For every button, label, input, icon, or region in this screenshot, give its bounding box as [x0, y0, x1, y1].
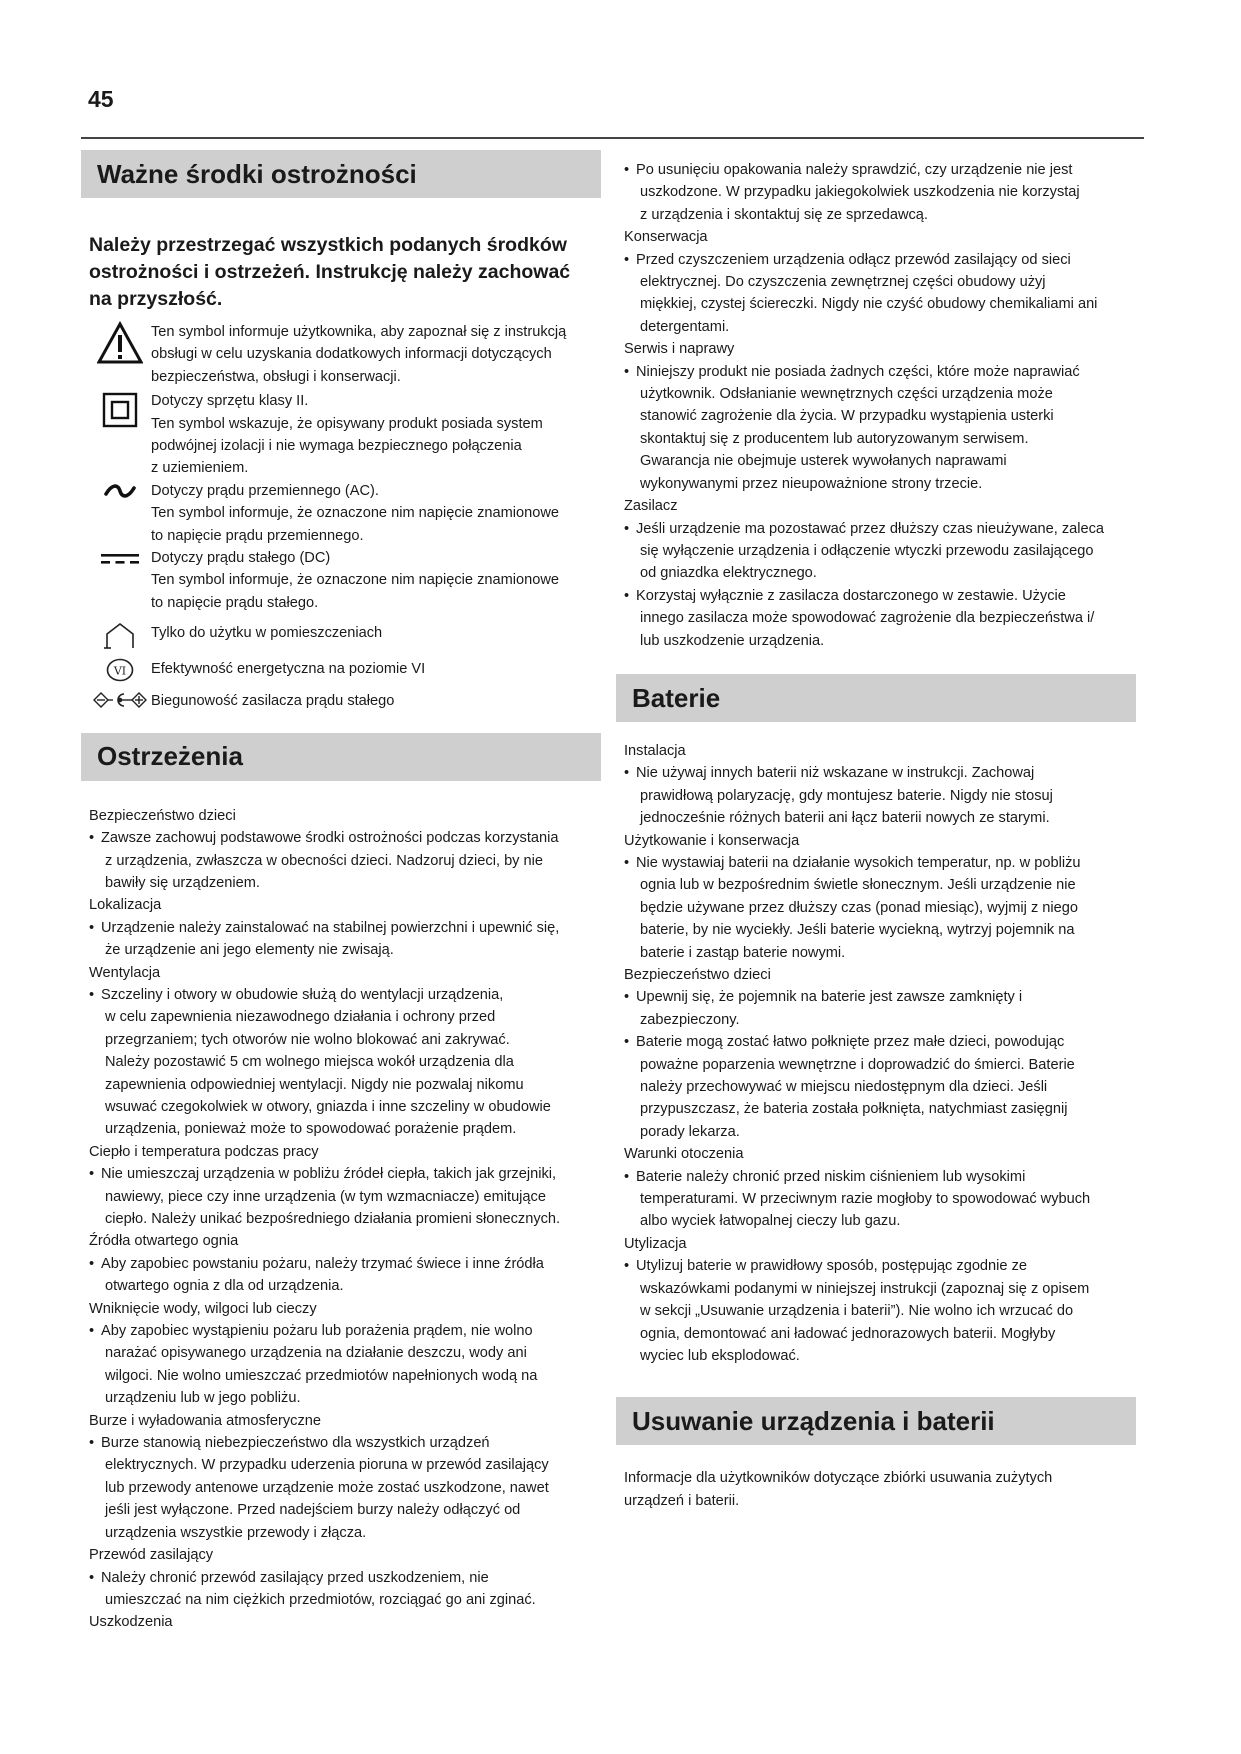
bullet-dot: •	[624, 765, 630, 782]
bullet-text: Nie używaj innych baterii niż wskazane w instrukcji. Zachowaj prawidłową polaryzację, gdy montujesz baterie. Nigdy nie stosuj jednocześnie różnych baterii ani łącz baterii nowych ze starymi.	[636, 765, 1053, 827]
bullet-text: Upewnij się, że pojemnik na baterie jest zawsze zamknięty i zabezpieczony.	[636, 989, 1023, 1028]
symbol-row-class-ii	[89, 390, 601, 480]
bullet-text: Jeśli urządzenie ma pozostawać przez dłuższy czas nieużywane, zaleca się wyłączenie urządzenia i odłączenie wtyczki przewodu zasilającego od gniazdka elektrycznego.	[636, 520, 1105, 582]
right-column	[616, 159, 1136, 1512]
subsection-heading: Zasilacz	[624, 498, 678, 515]
bullet-dot: •	[624, 587, 630, 604]
bullet-dot: •	[624, 1168, 630, 1185]
subsection-heading: Utylizacja	[624, 1235, 687, 1252]
bullet-dot: •	[89, 1435, 95, 1452]
bullet-dot: •	[624, 251, 630, 268]
symbol-description: Ten symbol informuje użytkownika, aby zapoznał się z instrukcją obsługi w celu uzyskania dodatkowych informacji dotyczących bezpieczeństwa, obsługi i konserwacji.	[151, 324, 567, 385]
bullet-item	[89, 827, 601, 894]
subsection-heading: Uszkodzenia	[89, 1614, 173, 1631]
subsection-heading: Użytkowanie i konserwacja	[624, 832, 800, 849]
bullet-item	[624, 518, 1136, 585]
bullet-item	[624, 762, 1136, 829]
warning-triangle-icon	[89, 321, 151, 365]
bullet-text: Nie umieszczaj urządzenia w pobliżu źródeł ciepła, takich jak grzejniki, nawiewy, piece czy inne urządzenia (w tym wzmacniacze) emitujące ciepło. Należy unikać bezpośredniego działania promieni słonecznych.	[101, 1166, 561, 1227]
bullet-dot: •	[624, 363, 630, 380]
subsection-heading: Bezpieczeństwo dzieci	[89, 807, 236, 824]
bullet-text: Zawsze zachowuj podstawowe środki ostrożności podczas korzystania z urządzenia, zwłaszcza w obecności dzieci. Nadzoruj dzieci, by nie bawiły się urządzeniem.	[101, 830, 559, 891]
bullet-dot: •	[89, 1323, 95, 1340]
bullet-text: Niniejszy produkt nie posiada żadnych części, które może naprawiać użytkownik. Odsłanianie wewnętrznych części urządzenia może stanowić zagrożenie dla życia. W przypadku wystąpienia usterki skontaktuj się z producentem lub autoryzowanym serwisem. Gwarancja nie obejmuje usterek wywołanych naprawami wykonywanymi przez nieupoważnione strony trzecie.	[636, 363, 1080, 492]
bullet-dot: •	[624, 162, 630, 178]
bullet-dot: •	[624, 989, 630, 1006]
section-title-disposal: Usuwanie urządzenia i baterii	[616, 1397, 1136, 1445]
symbol-description: Efektywność energetyczna na poziomie VI	[151, 661, 426, 678]
symbol-description: Dotyczy sprzętu klasy II. Ten symbol wskazuje, że opisywany produkt posiada system podwójnej izolacji i nie wymaga bezpiecznego połączenia z uziemieniem.	[151, 393, 543, 477]
section-title-warnings: Ostrzeżenia	[81, 733, 601, 781]
dc-symbol-icon	[89, 547, 151, 569]
subsection-heading: Źródła otwartego ognia	[89, 1233, 239, 1250]
subsection-heading: Przewód zasilający	[89, 1547, 214, 1564]
subsection-heading: Konserwacja	[624, 229, 708, 246]
symbol-description: Dotyczy prądu przemiennego (AC). Ten symbol informuje, że oznaczone nim napięcie znamionowe to napięcie prądu przemiennego.	[151, 482, 560, 544]
bullet-item	[89, 1432, 601, 1544]
bullet-text: Aby zapobiec powstaniu pożaru, należy trzymać świece i inne źródła otwartego ognia z dla od urządzenia.	[101, 1255, 544, 1295]
symbol-row-indoor	[89, 622, 601, 650]
symbol-description: Dotyczy prądu stałego (DC) Ten symbol informuje, że oznaczone nim napięcie znamionowe to napięcie prądu stałego.	[151, 550, 560, 611]
section-title-batteries: Baterie	[616, 674, 1136, 722]
page-number: 45	[88, 86, 114, 112]
bullet-item	[624, 1031, 1136, 1143]
bullet-item	[624, 585, 1136, 652]
bullet-text: Po usunięciu opakowania należy sprawdzić, czy urządzenie nie jest uszkodzone. W przypadku jakiegokolwiek uszkodzenia nie korzystaj z urządzenia i skontaktuj się ze sprzedawcą.	[636, 162, 1080, 223]
bullet-dot: •	[89, 1255, 95, 1272]
symbol-row-dc	[89, 547, 601, 614]
symbol-row-warning	[89, 321, 601, 388]
subsection-heading: Wniknięcie wody, wilgoci lub cieczy	[89, 1300, 317, 1317]
intro-text: Należy przestrzegać wszystkich podanych środków ostrożności i ostrzeżeń. Instrukcję należy zachować na przyszłość.	[89, 234, 571, 310]
batteries-list	[616, 740, 1136, 1367]
subsection-heading: Ciepło i temperatura podczas pracy	[89, 1143, 319, 1160]
bullet-dot: •	[624, 520, 630, 537]
left-column	[81, 150, 601, 1634]
bullet-text: Burze stanowią niebezpieczeństwo dla wszystkich urządzeń elektrycznych. W przypadku uderzenia pioruna w przewód zasilający lub przewody antenowe urządzenie może zostać uszkodzone, nawet jeśli jest wyłączone. Przed nadejściem burzy należy odłączyć od urządzenia wszystkie przewody i złącza.	[101, 1435, 549, 1541]
bullet-text: Baterie należy chronić przed niskim ciśnieniem lub wysokimi temperaturami. W przeciwnym razie mogłoby to spowodować wybuch albo wyciek łatwopalnej cieczy lub gazu.	[636, 1168, 1091, 1230]
top-rule	[81, 137, 1144, 139]
polarity-icon	[89, 690, 151, 710]
bullet-text: Należy chronić przewód zasilający przed uszkodzeniem, nie umieszczać na nim ciężkich przedmiotów, rozciągać go ani zginać.	[101, 1569, 536, 1608]
bullet-dot: •	[89, 919, 95, 936]
bullet-dot: •	[624, 1034, 630, 1051]
warnings-list	[81, 805, 601, 1634]
symbol-row-energy	[89, 658, 601, 682]
bullet-dot: •	[89, 986, 95, 1003]
subsection-heading: Warunki otoczenia	[624, 1146, 744, 1163]
bullet-dot: •	[89, 1166, 95, 1183]
bullet-text: Utylizuj baterie w prawidłowy sposób, postępując zgodnie ze wskazówkami podanymi w niniejszej instrukcji (zapoznaj się z opisem w sekcji „Usuwanie urządzenia i baterii”). Nie wolno ich wrzucać do ognia, demontować ani ładować jednorazowych baterii. Mogłyby wyciec lub eksplodować.	[636, 1258, 1090, 1364]
symbol-row-polarity	[89, 690, 601, 712]
bullet-item	[624, 159, 1136, 226]
bullet-dot: •	[624, 854, 630, 871]
symbol-description: Biegunowość zasilacza prądu stałego	[151, 693, 395, 710]
bullet-item	[624, 986, 1136, 1031]
right-groups-list	[616, 159, 1136, 652]
bullet-dot: •	[624, 1258, 630, 1275]
bullet-text: Szczeliny i otwory w obudowie służą do wentylacji urządzenia, w celu zapewnienia niezawodnego działania i ochrony przed przegrzaniem; tych otworów nie wolno blokować ani zakrywać. Należy pozostawić 5 cm wolnego miejsca wokół urządzenia dla zapewnienia odpowiedniej wentylacji. Nigdy nie pozwalaj nikomu wsuwać czegokolwiek w otwory, gniazda i inne szczeliny w obudowie urządzenia, ponieważ może to spowodować porażenie prądem.	[101, 986, 551, 1138]
subsection-heading: Serwis i naprawy	[624, 341, 735, 358]
section-title-precautions: Ważne środki ostrożności	[81, 150, 601, 198]
bullet-dot: •	[89, 830, 95, 847]
bullet-item	[89, 1567, 601, 1612]
subsection-heading: Bezpieczeństwo dzieci	[624, 967, 771, 983]
bullet-text: Baterie mogą zostać łatwo połknięte przez małe dzieci, powodując poważne poparzenia wewnętrzne i doprowadzić do śmierci. Baterie należy przechowywać w miejscu niedostępnym dla dzieci. Jeśli przypuszczasz, że bateria została połknięta, natychmiast zasięgnij porady lekarza.	[636, 1034, 1075, 1140]
bullet-item	[624, 249, 1136, 339]
bullet-item	[624, 852, 1136, 964]
bullet-dot: •	[89, 1569, 95, 1586]
ac-tilde-icon	[89, 480, 151, 502]
bullet-item	[89, 1320, 601, 1410]
disposal-text: Informacje dla użytkowników dotyczące zbiórki usuwania zużytych urządzeń i baterii.	[624, 1470, 1053, 1509]
bullet-item	[89, 1253, 601, 1298]
svg-text:VI: VI	[113, 664, 127, 678]
energy-level-vi-icon	[89, 658, 151, 682]
subsection-heading: Instalacja	[624, 742, 686, 759]
indoor-house-icon	[89, 622, 151, 650]
bullet-item	[624, 361, 1136, 495]
symbol-description: Tylko do użytku w pomieszczeniach	[151, 625, 383, 642]
bullet-item	[624, 1166, 1136, 1233]
bullet-text: Korzystaj wyłącznie z zasilacza dostarczonego w zestawie. Użycie innego zasilacza może spowodować zagrożenie dla bezpieczeństwa i/ lub uszkodzenie urządzenia.	[636, 587, 1095, 649]
bullet-item	[89, 1163, 601, 1230]
subsection-heading: Lokalizacja	[89, 897, 162, 914]
bullet-text: Urządzenie należy zainstalować na stabilnej powierzchni i upewnić się, że urządzenie ani jego elementy nie zwisają.	[101, 919, 560, 959]
bullet-item	[89, 917, 601, 962]
class-ii-double-square-icon	[89, 390, 151, 428]
bullet-text: Aby zapobiec wystąpieniu pożaru lub porażenia prądem, nie wolno narażać opisywanego urządzenia na działanie deszczu, wody ani wilgoci. Nie wolno umieszczać przedmiotów napełnionych wodą na urządzeniu lub w jego pobliżu.	[101, 1323, 538, 1407]
subsection-heading: Wentylacja	[89, 964, 161, 981]
symbol-row-ac	[89, 480, 601, 547]
bullet-text: Przed czyszczeniem urządzenia odłącz przewód zasilający od sieci elektrycznej. Do czyszczenia zewnętrznej części obudowy użyj miękkiej, czystej ściereczki. Nigdy nie czyść obudowy chemikaliami ani detergentami.	[636, 251, 1098, 335]
bullet-text: Nie wystawiaj baterii na działanie wysokich temperatur, np. w pobliżu ognia lub w bezpośrednim świetle słonecznym. Jeśli urządzenie nie będzie używane przez dłuższy czas (ponad miesiąc), wyjmij z niego baterie, by nie wyciekły. Jeśli baterie wyciekną, wytrzyj pojemnik na baterie i zastąp baterie nowymi.	[636, 854, 1081, 961]
subsection-heading: Burze i wyładowania atmosferyczne	[89, 1412, 321, 1429]
bullet-item	[89, 984, 601, 1141]
bullet-item	[624, 1255, 1136, 1367]
